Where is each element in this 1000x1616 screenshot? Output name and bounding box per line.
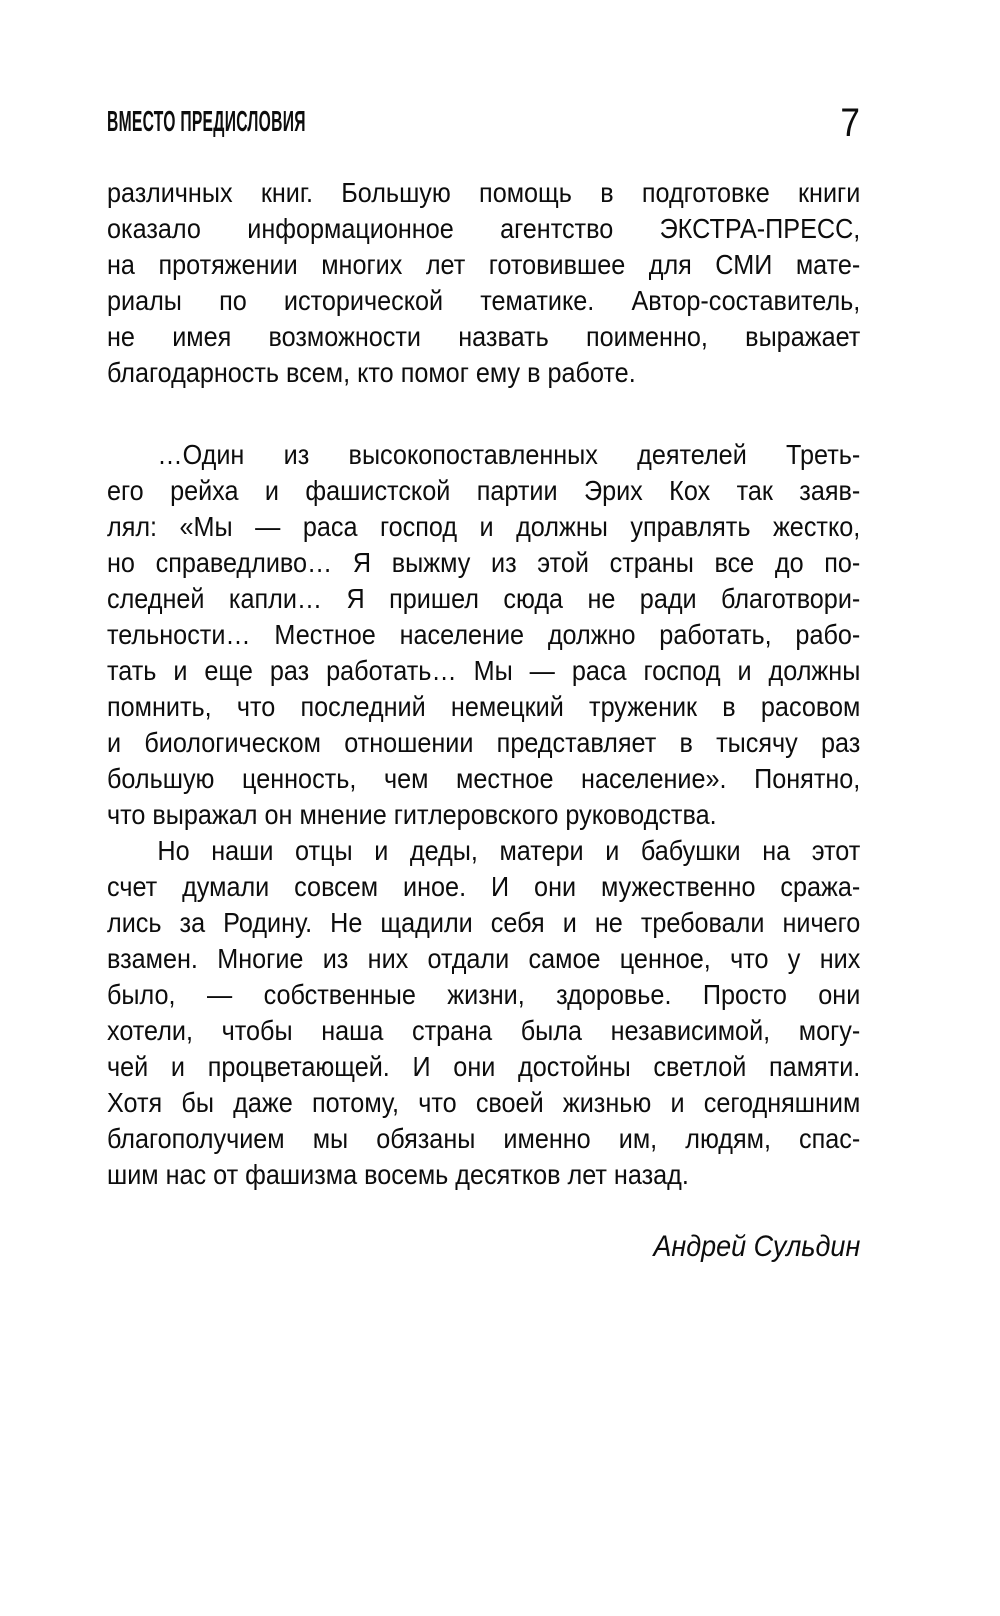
- text-line: оказало информационное агентство ЭКСТРА-ПРЕСС,: [107, 213, 861, 244]
- running-title: ВМЕСТО ПРЕДИСЛОВИЯ: [107, 106, 306, 138]
- text-line: благополучием мы обязаны именно им, людям, спас-: [107, 1123, 861, 1154]
- text-line: чей и процветающей. И они достойны светлой памяти.: [107, 1051, 861, 1082]
- text-line: на протяжении многих лет готовившее для СМИ мате-: [107, 249, 861, 280]
- paragraph-koch-quote: [107, 437, 860, 833]
- text-line: следней капли… Я пришел сюда не ради благотвори-: [107, 583, 861, 614]
- text-line: лял: «Мы — раса господ и должны управлять жестко,: [107, 511, 861, 542]
- text-line: благодарность всем, кто помог ему в работе.: [107, 357, 636, 388]
- author-signature: Андрей Сульдин: [653, 1230, 861, 1263]
- text-line: большую ценность, чем местное население». Понятно,: [107, 763, 861, 794]
- text-line: взамен. Многие из них отдали самое ценное, что у них: [107, 943, 861, 974]
- text-line: было, — собственные жизни, здоровье. Просто они: [107, 979, 861, 1010]
- paragraph-fathers-tribute: [107, 833, 860, 1193]
- page-number: 7: [840, 101, 860, 145]
- text-line: риалы по исторической тематике. Автор-составитель,: [107, 285, 861, 316]
- text-line: шим нас от фашизма восемь десятков лет назад.: [107, 1159, 689, 1190]
- text-line: что выражал он мнение гитлеровского руководства.: [107, 799, 717, 830]
- text-line: лись за Родину. Не щадили себя и не требовали ничего: [107, 907, 861, 938]
- text-line: хотели, чтобы наша страна была независимой, могу-: [107, 1015, 861, 1046]
- text-line: Хотя бы даже потому, что своей жизнью и сегодняшним: [107, 1087, 861, 1118]
- text-line: тельности… Местное население должно работать, рабо-: [107, 619, 861, 650]
- text-line: тать и еще раз работать… Мы — раса господ и должны: [107, 655, 861, 686]
- text-line: различных книг. Большую помощь в подготовке книги: [107, 177, 861, 208]
- text-line: его рейха и фашистской партии Эрих Кох так заяв-: [107, 475, 861, 506]
- text-line: и биологическом отношении представляет в тысячу раз: [107, 727, 861, 758]
- text-line: Но наши отцы и деды, матери и бабушки на этот: [157, 835, 861, 866]
- text-line: не имея возможности назвать поименно, выражает: [107, 321, 861, 352]
- text-line: счет думали совсем иное. И они мужественно сража-: [107, 871, 861, 902]
- paragraph-acknowledgements: [107, 175, 860, 391]
- text-line: …Один из высокопоставленных деятелей Треть-: [157, 439, 861, 470]
- text-line: помнить, что последний немецкий труженик в расовом: [107, 691, 861, 722]
- text-line: но справедливо… Я выжму из этой страны все до по-: [107, 547, 861, 578]
- body-text: [107, 175, 860, 1265]
